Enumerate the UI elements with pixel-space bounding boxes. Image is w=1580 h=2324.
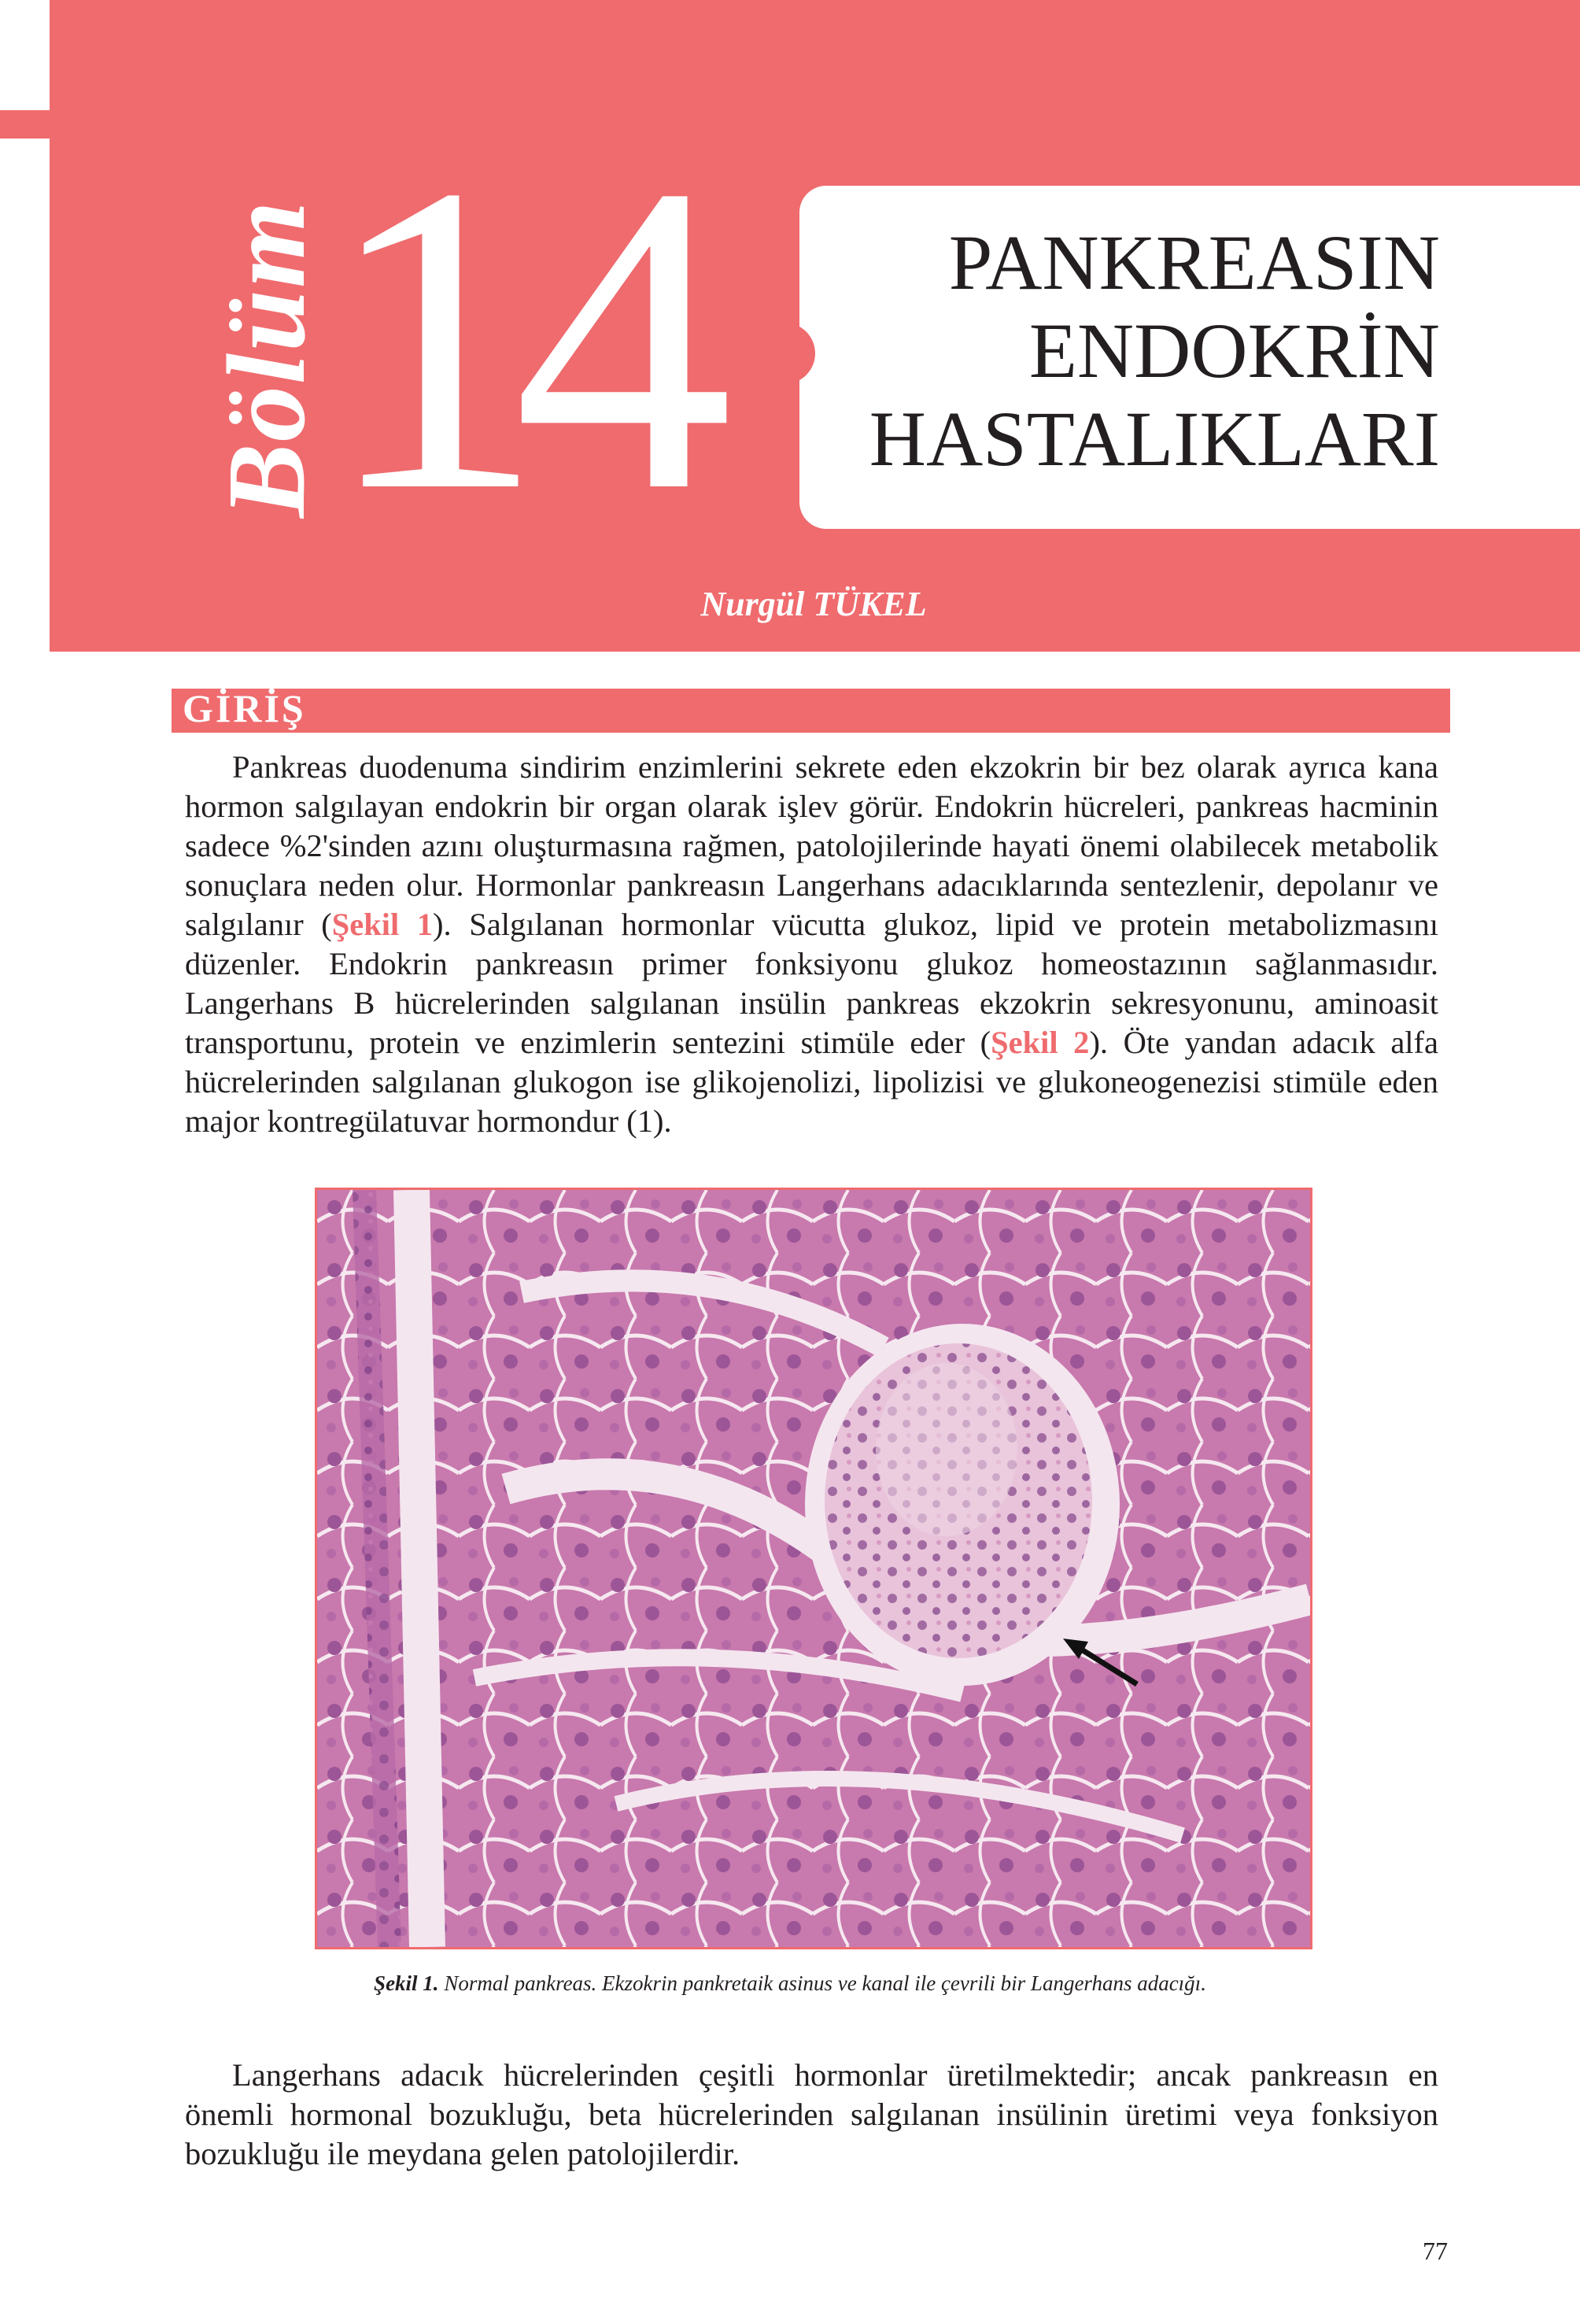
brace-notch xyxy=(754,323,815,384)
section-word-vertical: Bölüm xyxy=(204,199,328,518)
figure-1-caption xyxy=(0,1971,1580,1996)
page-number: 77 xyxy=(1423,2237,1448,2265)
chapter-title-line: ENDOKRİN xyxy=(1028,307,1440,394)
chapter-number: 14 xyxy=(324,94,702,582)
paragraph-text: ). Salgılanan hormonlar vücutta glukoz, lipid ve protein metabolizmasını düzenler. Endokrin pankreasın primer fonksiyonu glukoz homeostazının sağlanmasıdır. Langerhans B hücrelerinden salgılanan insülin pankreas ekzokrin sekresyonunu, aminoasit transportunu, protein ve enzimlerin sentezini stimüle eder ( xyxy=(185,907,1438,1060)
paragraph-text: Pankreas duodenuma sindirim enzimlerini sekrete eden ekzokrin bir bez olarak ayrıca kana hormon salgılayan endokrin bir organ olarak işlev görür. Endokrin hücreleri, pankreas hacminin sadece %2'sinden azını oluşturmasına rağmen, patolojilerinde hayati önemi olabilecek metabolik sonuçlara neden olur. Hormonlar pankreasın Langerhans adacıklarında sentezlenir, depolanır ve salgılanır ( xyxy=(185,749,1438,942)
intro-paragraph xyxy=(185,748,1438,1141)
figure-1-micrograph xyxy=(315,1188,1312,1949)
chapter-title xyxy=(810,219,1440,483)
section-heading-bar xyxy=(172,689,1450,733)
paragraph-text: ). Öte yandan adacık alfa hücrelerinden salgılanan glukogon ise glikojenolizi, lipolizisi ve glukoneogenezisi stimüle eden major kontregülatuvar hormondur (1). xyxy=(185,1025,1439,1139)
section-heading: GİRİŞ xyxy=(183,686,306,730)
figure-1-reference[interactable]: Şekil 1 xyxy=(331,907,434,942)
author-name: Nurgül TÜKEL xyxy=(700,585,927,623)
chapter-title-line: HASTALIKLARI xyxy=(869,395,1440,482)
histology-image xyxy=(317,1190,1310,1947)
figure-2-reference[interactable]: Şekil 2 xyxy=(991,1025,1090,1060)
chapter-title-line: PANKREASIN xyxy=(948,219,1440,306)
edge-tab xyxy=(0,110,52,139)
figure-label: Şekil 1. xyxy=(374,1971,439,1995)
closing-paragraph: Langerhans adacık hücrelerinden çeşitli hormonlar üretilmektedir; ancak pankreasın en önemli hormonal bozukluğu, beta hücrelerinden salgılanan insülinin üretimi veya fonksiyon bozukluğu ile meydana gelen patolojilerdir. xyxy=(185,2057,1438,2171)
caption-text: Normal pankreas. Ekzokrin pankretaik asinus ve kanal ile çevrili bir Langerhans adacığı. xyxy=(438,1971,1206,1995)
